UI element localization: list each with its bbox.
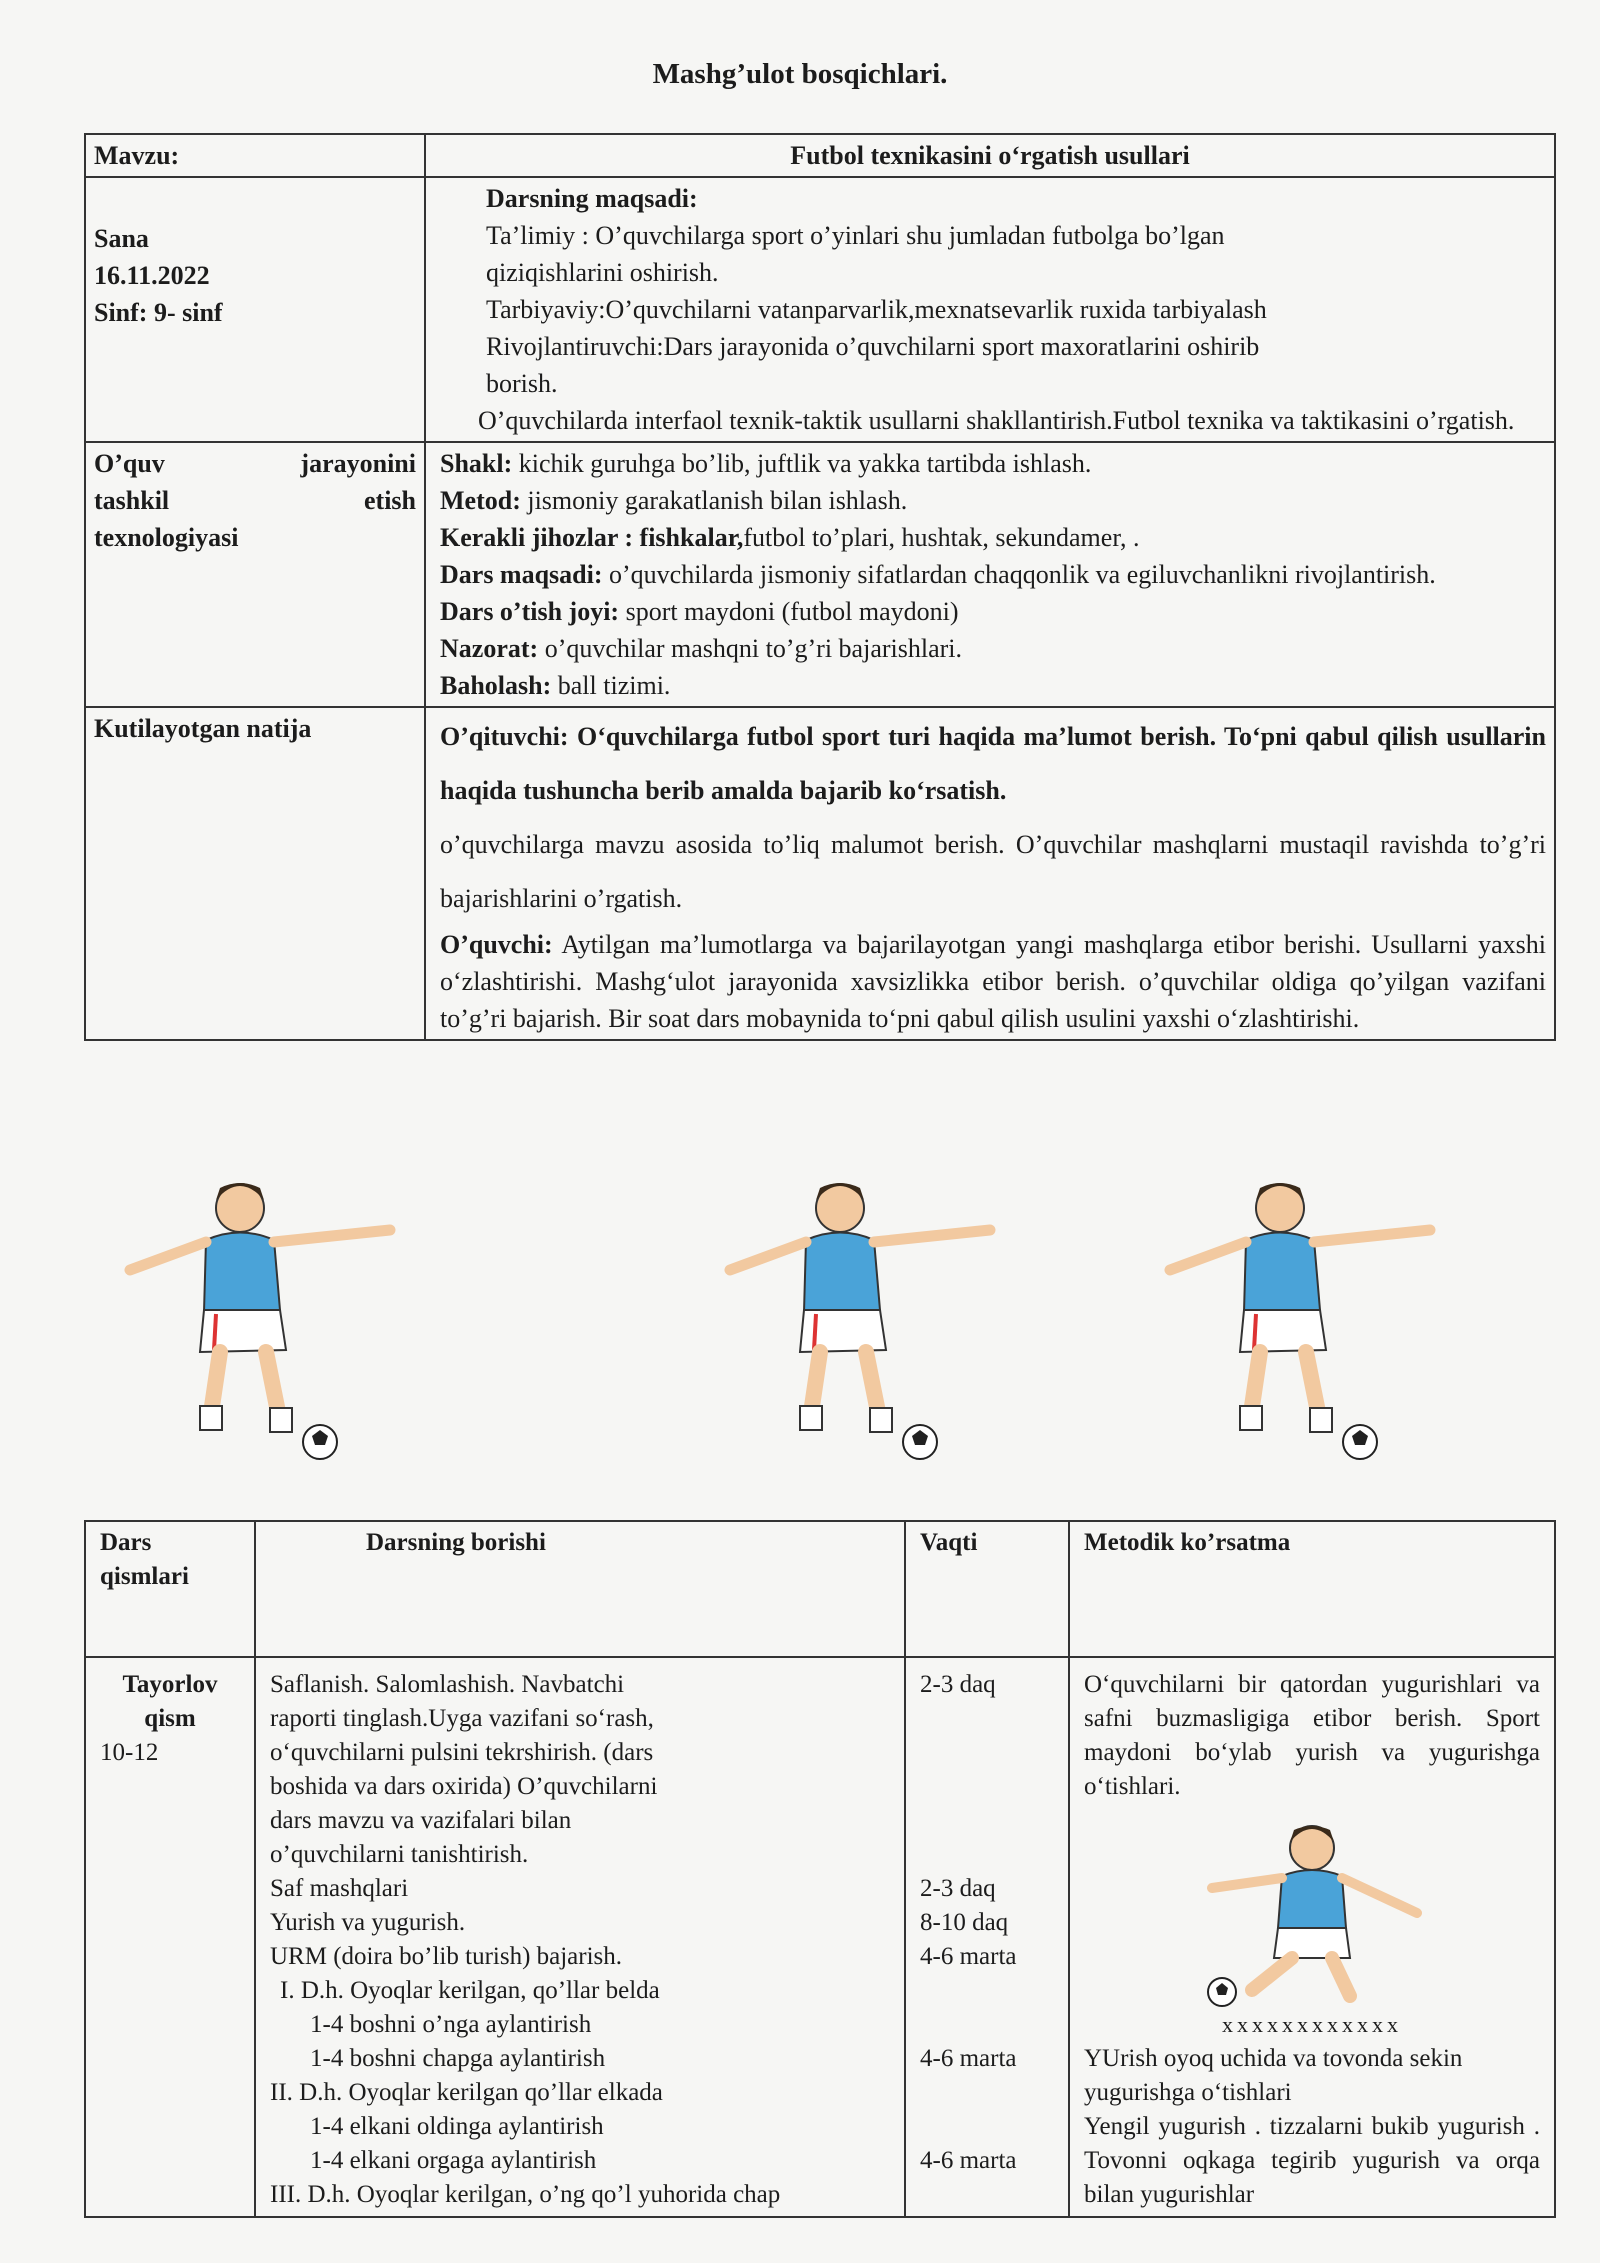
exercise-line: 1-4 elkani oldinga aylantirish: [310, 2113, 604, 2140]
process-line: Yurish va yugurish.: [270, 1909, 466, 1936]
page-title: Mashg’ulot bosqichlari.: [652, 58, 948, 90]
method-text: O‘quvchilarni bir qatordan yugurishlari va safni buzmasligiga etibor berish. Sport maydoni bo‘ylab yurish va yugurishga o‘tishlari.: [1084, 1671, 1540, 1800]
goal-paragraph: O’quvchilarda interfaol texnik-taktik usullarni shakllantirish.Futbol texnika va taktikasini o’rgatish.: [478, 406, 1515, 435]
table-row: [85, 134, 1555, 177]
table-row: [85, 442, 1555, 707]
goal-line: borish.: [486, 369, 558, 398]
org-label-word: texnologiyasi: [94, 523, 239, 552]
topic-title: Futbol texnikasini o‘rgatish usullari: [425, 134, 1555, 177]
grading-line: Baholash: ball tizimi.: [440, 671, 671, 700]
exercise-line: 1-4 boshni chapga aylantirish: [310, 2045, 606, 2072]
process-line: URM (doira bo’lib turish) bajarish.: [270, 1943, 623, 1970]
time-value: 8-10 daq: [920, 1909, 1009, 1936]
column-header: Metodik ko’rsatma: [1069, 1521, 1555, 1657]
method-text: YUrish oyoq uchida va tovonda sekin yugurishga o‘tishlari: [1084, 2045, 1463, 2106]
place-line: Dars o’tish joyi: sport maydoni (futbol maydoni): [440, 597, 959, 626]
process-cell: [255, 1657, 905, 2217]
sana-label: Sana: [94, 224, 149, 253]
process-line: o’quvchilarni tanishtirish.: [270, 1841, 529, 1868]
method-text: Yengil yugurish . tizzalarni bukib yugurish . Tovonni oqkaga tegirib yugurish va orqa bilan yugurishlar: [1084, 2113, 1540, 2208]
metod-line: Metod: jismoniy garakatlanish bilan ishlash.: [440, 486, 908, 515]
lesson-goal-line: Dars maqsadi: o’quvchilarda jismoniy sifatlardan chaqqonlik va egiluvchanlikni rivojlantirish.: [440, 560, 1436, 589]
time-value: 4-6 marta: [920, 2147, 1017, 2174]
process-line: raporti tinglash.Uyga vazifani so‘rash,: [270, 1705, 654, 1732]
student-paragraph: O’quvchi: Aytilgan ma’lumotlarga va bajarilayotgan yangi mashqlarga etibor berishi. Usullarni yaxshi o‘zlashtirishi. Mashg‘ulot jarayonida xavsizlikka etibor berish. o’quvchilar oldiga qo’yilgan vazifani to’g’ri bajarish. Bir soat dars mobaynida to‘pni qabul qilish usulini yaxshi o‘zlashtirishi.: [440, 930, 1546, 1033]
column-header: Dars qismlari: [85, 1521, 255, 1657]
org-label-word: tashkil: [94, 486, 170, 515]
process-line: boshida va dars oxirida) O’quvchilarni: [270, 1773, 658, 1800]
org-content-cell: [425, 442, 1555, 707]
result-cell: [425, 707, 1555, 1040]
shakl-line: Shakl: kichik guruhga bo’lib, juftlik va yakka tartibda ishlash.: [440, 449, 1092, 478]
goal-line: Ta’limiy : O’quvchilarga sport o’yinlari shu jumladan futbolga bo’lgan: [486, 221, 1225, 250]
player-figure: [1170, 1183, 1430, 1459]
equipment-line: Kerakli jihozlar : fishkalar,futbol to’plari, hushtak, sekundamer, .: [440, 523, 1140, 552]
teacher-paragraph-2: o’quvchilarga mavzu asosida to’liq malumot berish. O’quvchilar mashqlarni mustaqil ravishda to’g’ri bajarishlarini o’rgatish.: [440, 830, 1546, 913]
table-header-row: [85, 1521, 1555, 1657]
column-header: Vaqti: [905, 1521, 1069, 1657]
org-label-word: jarayonini: [300, 449, 416, 478]
part-name: qism: [144, 1705, 196, 1732]
time-value: 4-6 marta: [920, 1943, 1017, 1970]
process-line: o‘quvchilarni pulsini tekrshirish. (dars: [270, 1739, 654, 1766]
goal-cell: [425, 177, 1555, 442]
lesson-info-table: [84, 133, 1556, 1041]
exercise-line: II. D.h. Oyoqlar kerilgan qo’llar elkada: [270, 2079, 663, 2106]
goal-line: qiziqishlarini oshirish.: [486, 258, 719, 287]
control-line: Nazorat: o’quvchilar mashqni to’g’ri bajarishlari.: [440, 634, 963, 663]
table-row: [85, 1657, 1555, 2217]
player-figure: [730, 1183, 990, 1459]
part-cell: [85, 1657, 255, 2217]
org-label-cell: [85, 442, 425, 707]
lesson-plan-table: [84, 1520, 1556, 2218]
org-label-word: etish: [364, 486, 416, 515]
column-header: Darsning borishi: [255, 1521, 905, 1657]
table-row: [85, 707, 1555, 1040]
football-players-illustration: [120, 1180, 1560, 1460]
date-cell: [85, 177, 425, 442]
time-value: 4-6 marta: [920, 2045, 1017, 2072]
time-cell: [905, 1657, 1069, 2217]
process-line: Saf mashqlari: [270, 1875, 409, 1902]
goal-heading: Darsning maqsadi:: [486, 184, 698, 213]
exercise-line: 1-4 elkani orgaga aylantirish: [310, 2147, 597, 2174]
part-duration: 10-12: [100, 1739, 159, 1766]
goal-line: Tarbiyaviy:O’quvchilarni vatanparvarlik,mexnatsevarlik ruxida tarbiyalash: [486, 295, 1267, 324]
part-name: Tayorlov: [122, 1671, 218, 1698]
player-illustration: [1132, 1818, 1492, 2008]
exercise-line: I. D.h. Oyoqlar kerilgan, qo’llar belda: [280, 1977, 660, 2004]
mavzu-label: Mavzu:: [85, 134, 425, 177]
exercise-line: 1-4 boshni o’nga aylantirish: [310, 2011, 592, 2038]
result-label: Kutilayotgan natija: [85, 707, 425, 1040]
method-cell: [1069, 1657, 1555, 2217]
process-line: Saflanish. Salomlashish. Navbatchi: [270, 1671, 625, 1698]
date-value: 16.11.2022: [94, 261, 210, 290]
player-figure: [130, 1183, 390, 1459]
formation-markers: xxxxxxxxxxxx: [1222, 2012, 1402, 2037]
time-value: 2-3 daq: [920, 1671, 996, 1698]
teacher-paragraph: O’qituvchi: O‘quvchilarga futbol sport turi haqida ma’lumot berish. To‘pni qabul qilish usullarin haqida tushuncha berib amalda bajarib ko‘rsatish.: [440, 722, 1546, 805]
class-value: Sinf: 9- sinf: [94, 298, 223, 327]
goal-line: Rivojlantiruvchi:Dars jarayonida o’quvchilarni sport maxoratlarini oshirib: [486, 332, 1260, 361]
time-value: 2-3 daq: [920, 1875, 996, 1902]
process-line: dars mavzu va vazifalari bilan: [270, 1807, 572, 1834]
exercise-line: III. D.h. Oyoqlar kerilgan, o’ng qo’l yuhorida chap: [270, 2181, 781, 2208]
table-row: [85, 177, 1555, 442]
org-label-word: O’quv: [94, 449, 165, 478]
